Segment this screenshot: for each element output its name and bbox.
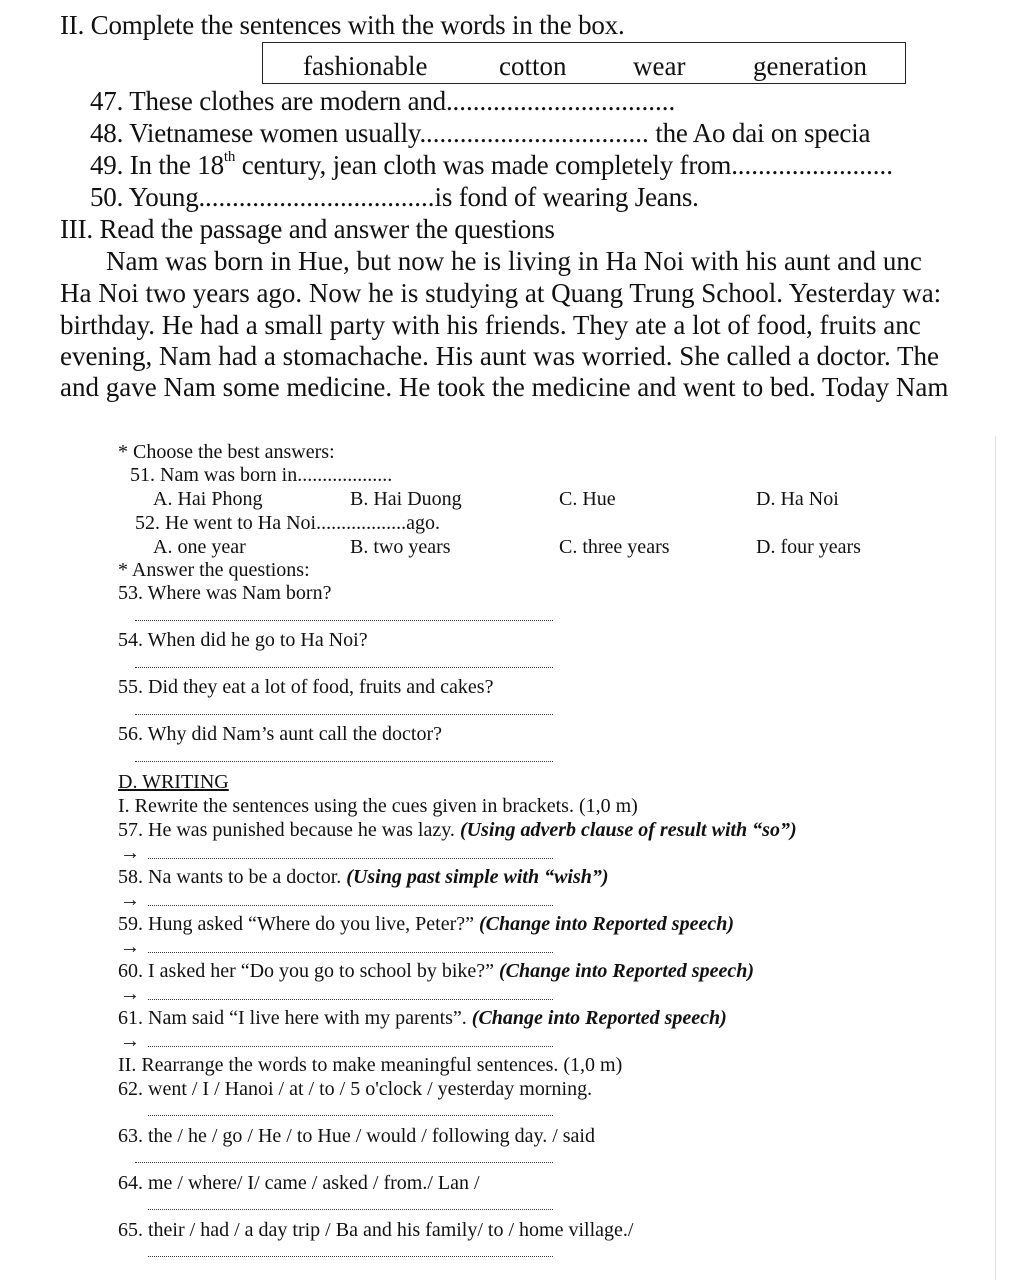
section-2-heading: II. Complete the sentences with the words in the box.: [60, 10, 625, 40]
answer-line-64[interactable]: [148, 1209, 553, 1210]
question-49: 49. In the 18th century, jean cloth was made completely from........................: [90, 149, 894, 180]
question-53: 53. Where was Nam born?: [118, 582, 332, 604]
writing-section-1-heading: I. Rewrite the sentences using the cues given in brackets. (1,0 m): [118, 795, 638, 817]
question-62: 62. went / I / Hanoi / at / to / 5 o'clock / yesterday morning.: [118, 1078, 593, 1100]
answer-line-58[interactable]: [148, 905, 553, 906]
writing-heading: D. WRITING: [118, 771, 229, 793]
question-50: 50. Young...................................is fond of wearing Jeans.: [90, 182, 699, 212]
question-59: 59. Hung asked “Where do you live, Peter?” (Change into Reported speech): [118, 913, 734, 935]
answer-line-65[interactable]: [148, 1256, 553, 1257]
question-61: 61. Nam said “I live here with my parents”. (Change into Reported speech): [118, 1007, 727, 1029]
question-55: 55. Did they eat a lot of food, fruits and cakes?: [118, 676, 494, 698]
question-60: 60. I asked her “Do you go to school by bike?” (Change into Reported speech): [118, 960, 755, 982]
answer-line-56[interactable]: [135, 761, 553, 762]
arrow-icon: →: [120, 1030, 140, 1052]
question-48: 48. Vietnamese women usually.................................. the Ao dai on specia: [90, 118, 871, 148]
arrow-icon: →: [120, 842, 140, 864]
passage-line: birthday. He had a small party with his friends. They ate a lot of food, fruits anc: [60, 310, 921, 340]
word-box-item: cotton: [499, 51, 567, 81]
question-65: 65. their / had / a day trip / Ba and his family/ to / home village./: [118, 1219, 634, 1241]
choose-heading: * Choose the best answers:: [118, 441, 335, 463]
word-box: [262, 42, 906, 84]
answer-line-55[interactable]: [135, 714, 553, 715]
answer-line-57[interactable]: [148, 858, 553, 859]
option-51-d: D. Ha Noi: [756, 488, 839, 510]
section-3-heading: III. Read the passage and answer the questions: [60, 214, 555, 244]
arrow-icon: →: [120, 936, 140, 958]
question-57: 57. He was punished because he was lazy. (Using adverb clause of result with “so”): [118, 819, 797, 841]
question-58: 58. Na wants to be a doctor. (Using past simple with “wish”): [118, 866, 609, 888]
page-edge-divider: [995, 436, 996, 1280]
answer-line-62[interactable]: [148, 1115, 553, 1116]
arrow-icon: →: [120, 889, 140, 911]
word-box-item: fashionable: [303, 51, 428, 81]
passage-line: Ha Noi two years ago. Now he is studying at Quang Trung School. Yesterday wa:: [60, 278, 942, 308]
passage-line: Nam was born in Hue, but now he is living in Ha Noi with his aunt and unc: [106, 246, 922, 276]
option-51-a: A. Hai Phong: [153, 488, 263, 510]
answer-line-63[interactable]: [135, 1162, 553, 1163]
answer-line-61[interactable]: [148, 1046, 553, 1047]
answer-heading: * Answer the questions:: [118, 559, 310, 581]
answer-line-60[interactable]: [148, 999, 553, 1000]
writing-section-2-heading: II. Rearrange the words to make meaningful sentences. (1,0 m): [118, 1054, 623, 1076]
option-52-c: C. three years: [559, 536, 670, 558]
word-box-item: generation: [753, 51, 867, 81]
question-64: 64. me / where/ I/ came / asked / from./ Lan /: [118, 1172, 480, 1194]
question-63: 63. the / he / go / He / to Hue / would / following day. / said: [118, 1125, 595, 1147]
answer-line-54[interactable]: [135, 667, 553, 668]
option-52-b: B. two years: [350, 536, 451, 558]
word-box-item: wear: [633, 51, 686, 81]
arrow-icon: →: [120, 983, 140, 1005]
question-47: 47. These clothes are modern and..................................: [90, 86, 676, 116]
option-51-b: B. Hai Duong: [350, 488, 462, 510]
option-51-c: C. Hue: [559, 488, 616, 510]
option-52-d: D. four years: [756, 536, 861, 558]
question-56: 56. Why did Nam’s aunt call the doctor?: [118, 723, 442, 745]
question-52: 52. He went to Ha Noi..................ago.: [135, 512, 440, 534]
answer-line-53[interactable]: [135, 620, 553, 621]
question-51: 51. Nam was born in...................: [130, 464, 393, 486]
passage-line: evening, Nam had a stomachache. His aunt was worried. She called a doctor. The: [60, 341, 939, 371]
question-54: 54. When did he go to Ha Noi?: [118, 629, 368, 651]
answer-line-59[interactable]: [148, 952, 553, 953]
passage-line: and gave Nam some medicine. He took the medicine and went to bed. Today Nam: [60, 372, 949, 402]
option-52-a: A. one year: [153, 536, 246, 558]
